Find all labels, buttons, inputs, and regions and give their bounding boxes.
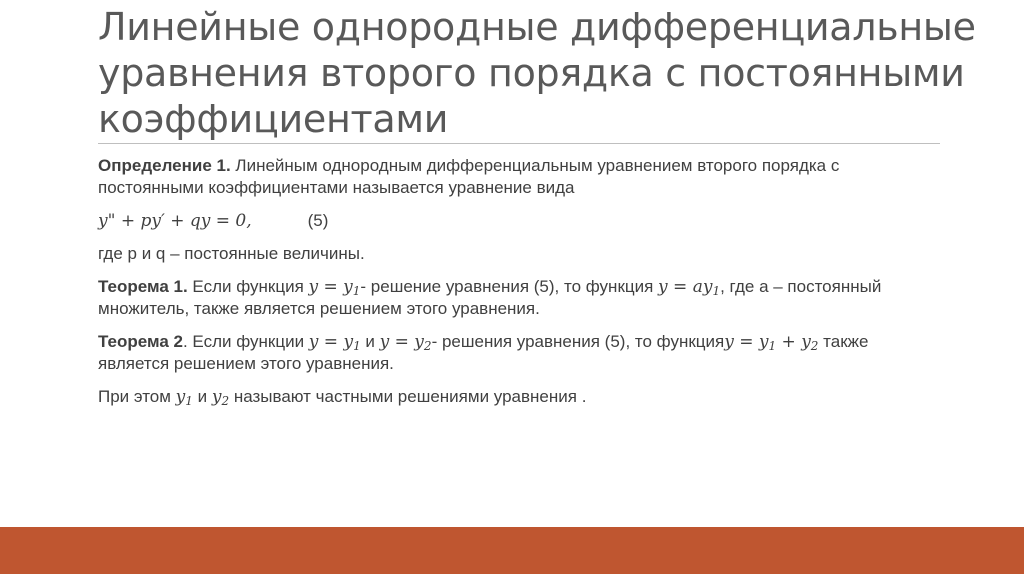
theorem2-text-2: и — [360, 332, 380, 351]
theorem1-paragraph — [98, 276, 938, 320]
closing-math-2-sub: 2 — [221, 394, 230, 408]
theorem2-math-2-sub: 2 — [423, 339, 432, 353]
closing-paragraph — [98, 386, 938, 408]
theorem2-math-2-base: y = y — [379, 332, 424, 352]
theorem2-paragraph — [98, 331, 938, 375]
theorem2-text-1: . Если функции — [182, 332, 309, 351]
definition-label: Определение 1. — [98, 156, 231, 175]
closing-math-1-sub: 1 — [185, 394, 193, 408]
where-paragraph: где p и q – постоянные величины. — [98, 244, 365, 263]
slide-title: Линейные однородные дифференциальные уравнения второго порядка с постоянными коэффициентами — [98, 5, 976, 141]
theorem2-math-2 — [380, 332, 432, 352]
theorem2-label: Теорема 2 — [98, 332, 183, 351]
theorem1-text-1: Если функция — [187, 277, 309, 296]
theorem2-math-1-base: y = y — [308, 332, 354, 352]
theorem1-label: Теорема 1. — [98, 277, 188, 296]
closing-math-2-base: y — [211, 387, 222, 407]
theorem1-math-2 — [658, 277, 720, 297]
theorem2-math-1-sub: 1 — [353, 339, 361, 353]
title-divider — [98, 143, 940, 144]
definition-paragraph — [98, 155, 938, 199]
theorem1-math-1-sub: 1 — [352, 284, 361, 298]
theorem1-math-2-base: y = ay — [658, 277, 713, 297]
equation-formula: y" + py′ + qy = 0, — [98, 211, 252, 231]
theorem2-math-3b-base: + y — [776, 332, 811, 352]
theorem2-math-3b-sub: 2 — [810, 339, 819, 353]
theorem1-math-1-base: y = y — [308, 277, 353, 297]
theorem1-math-1 — [309, 277, 361, 297]
theorem1-text-2: - решение уравнения (5), то функция — [360, 277, 659, 296]
equation-number: (5) — [307, 211, 329, 230]
theorem1-math-2-sub: 1 — [712, 284, 721, 298]
closing-text-3: называют частными решениями уравнения . — [229, 387, 587, 406]
theorem2-math-3a-base: y = y — [724, 332, 769, 352]
closing-text-2: и — [192, 387, 212, 406]
definition-text: Линейным однородным дифференциальным уравнением второго порядка с постоянными коэффициентами называется уравнение вида — [98, 156, 840, 197]
bottom-accent-band — [0, 527, 1024, 574]
theorem2-text-3: - решения уравнения (5), то функция — [431, 332, 725, 351]
theorem2-text-4: также является решением этого уравнения. — [98, 332, 869, 373]
theorem1-text-3: , где a – постоянный множитель, также является решением этого уравнения. — [98, 277, 882, 318]
closing-math-2 — [212, 387, 229, 407]
closing-math-1-base: y — [175, 387, 186, 407]
theorem2-math-1 — [309, 332, 361, 352]
theorem2-math-3a-sub: 1 — [768, 339, 777, 353]
theorem2-math-3 — [724, 332, 818, 352]
closing-math-1 — [176, 387, 193, 407]
equation-line — [98, 210, 938, 232]
slide-content — [98, 155, 938, 419]
closing-text-1: При этом — [98, 387, 176, 406]
